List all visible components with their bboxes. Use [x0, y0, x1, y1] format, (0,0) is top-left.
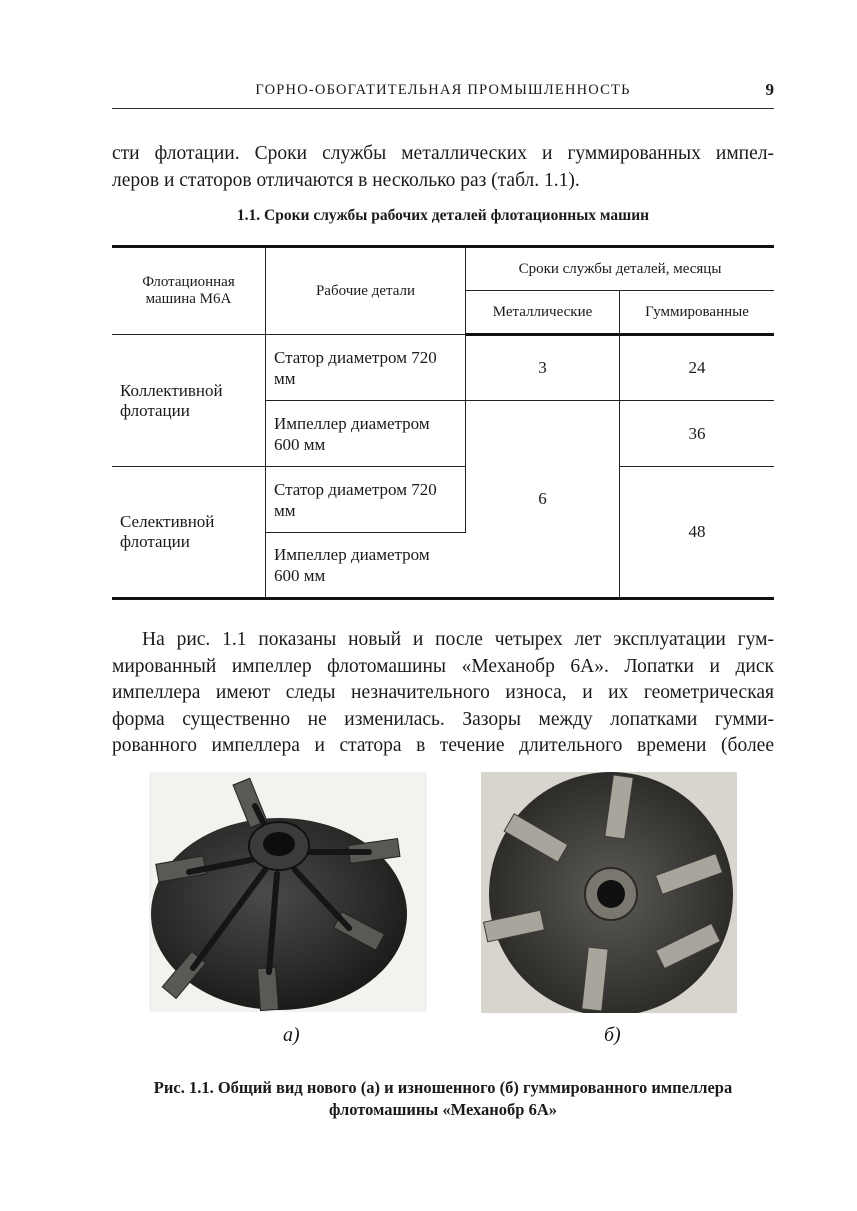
service-life-table — [112, 245, 774, 600]
caption-line: флотомашины «Механобр 6А» — [328, 1100, 558, 1119]
text-line: леров и статоров отличаются в несколько раз (табл. 1.1). — [112, 169, 580, 191]
table-row — [112, 467, 774, 533]
header-machine: Флотационная машина М6А — [112, 247, 266, 335]
part-cell: Статор диаметром 720 мм — [266, 335, 466, 401]
machine-cell: Коллективной флотации — [112, 335, 266, 467]
text-line: рованного импеллера и статора в течение длительного времени (более — [112, 735, 774, 756]
header-parts: Рабочие детали — [266, 247, 466, 335]
metal-life-cell: 3 — [466, 335, 620, 401]
text-line: импеллера имеют следы незначительного износа, и их геометрическая — [112, 682, 774, 703]
table-row — [112, 335, 774, 401]
worn-impeller-photo — [481, 772, 737, 1013]
figure-label-b: б) — [604, 1024, 621, 1046]
part-cell: Статор диаметром 720 мм — [266, 467, 466, 533]
text-line: форма существенно не изменилась. Зазоры между лопатками гумми- — [112, 708, 774, 730]
running-title: ГОРНО-ОБОГАТИТЕЛЬНАЯ ПРОМЫШЛЕННОСТЬ — [255, 82, 631, 98]
part-cell: Импеллер диаметром 600 мм — [266, 401, 466, 467]
caption-line: Рис. 1.1. Общий вид нового (а) и изношенного (б) гуммированного импеллера — [153, 1078, 733, 1097]
rubber-life-cell: 24 — [620, 335, 775, 401]
header-service-life: Сроки службы деталей, месяцы — [466, 247, 775, 291]
header-rubber: Гуммированные — [620, 291, 775, 335]
figure-label-a: а) — [283, 1024, 300, 1046]
machine-cell: Селективной флотации — [112, 467, 266, 599]
page-number: 9 — [765, 80, 774, 99]
rubber-life-cell: 36 — [620, 401, 775, 467]
text-line: На рис. 1.1 показаны новый и после четырех лет эксплуатации гум- — [142, 629, 774, 650]
page-header — [112, 78, 774, 109]
body-paragraph — [112, 627, 774, 760]
text-line: сти флотации. Сроки службы металлических и гуммированных импел- — [112, 143, 774, 164]
header-metal: Металлические — [466, 291, 620, 335]
table-title: 1.1. Сроки службы рабочих деталей флотационных машин — [236, 207, 650, 224]
intro-paragraph — [112, 141, 774, 194]
text-line: мированный импеллер флотомашины «Механобр 6А». Лопатки и диск — [112, 655, 774, 677]
part-cell: Импеллер диаметром 600 мм — [266, 533, 466, 599]
new-impeller-photo — [149, 772, 427, 1012]
rubber-life-cell: 48 — [620, 467, 775, 599]
metal-life-cell: 6 — [466, 401, 620, 599]
figure-caption — [112, 1077, 774, 1121]
